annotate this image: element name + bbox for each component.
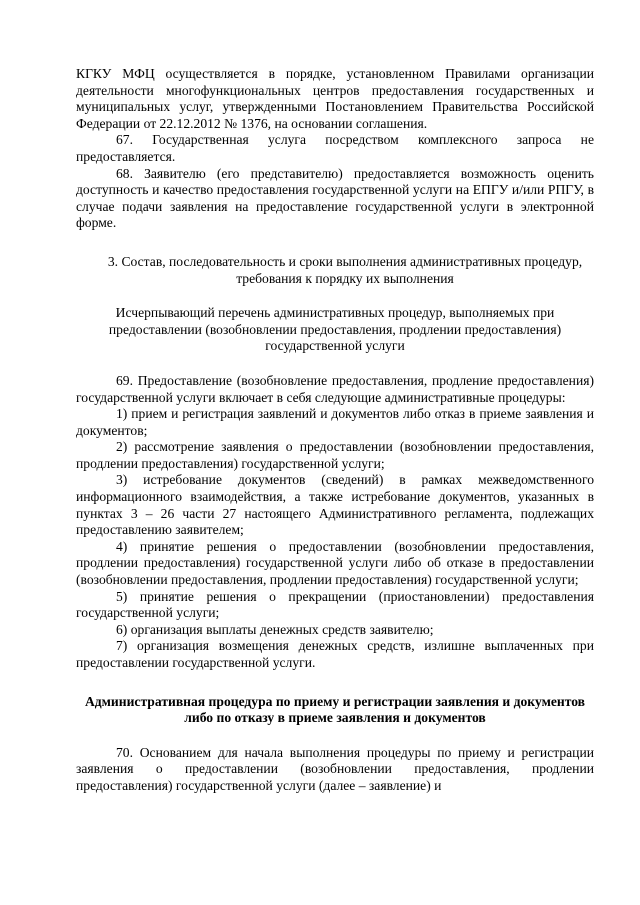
procedure-item-7: 7) организация возмещения денежных средств, излишне выплаченных при предоставлении государственной услуги. <box>76 638 594 670</box>
procedure-item-2: 2) рассмотрение заявления о предоставлении (возобновлении предоставления, продлении предоставления) государственной услуги; <box>76 439 594 471</box>
spacer <box>76 672 594 694</box>
subsection-heading: Исчерпывающий перечень административных процедур, выполняемых при предоставлении (возобновлении предоставления, продлении предоставления) государственной услуги <box>108 305 562 354</box>
spacer <box>76 287 594 305</box>
procedure-item-5: 5) принятие решения о прекращении (приостановлении) предоставления государственной услуги; <box>76 588 594 621</box>
procedure-item-1: 1) прием и регистрация заявлений и документов либо отказ в приеме заявления и документов; <box>76 406 594 438</box>
spacer <box>76 355 594 373</box>
paragraph-continuation: КГКУ МФЦ осуществляется в порядке, установленном Правилами организации деятельности многофункциональных центров предоставления государственных и муниципальных услуг, утвержденными Постановлением Правительства Российской Федерации от 22.12.2012 № 1376, на основании соглашения. <box>76 66 594 131</box>
paragraph-67: 67. Государственная услуга посредством комплексного запроса не предоставляется. <box>76 132 594 164</box>
paragraph-70: 70. Основанием для начала выполнения процедуры по приему и регистрации заявления о предоставлении (возобновлении предоставления, продлении предоставления) государственной услуги (далее – заявление) и <box>76 744 594 793</box>
procedure-item-4: 4) принятие решения о предоставлении (возобновлении предоставления, продлении предоставления) государственной услуги либо об отказе в предоставлении (возобновлении предоставления, продлении предоставления) государственной услуги; <box>76 538 594 588</box>
paragraph-69: 69. Предоставление (возобновление предоставления, продление предоставления) государственной услуги включает в себя следующие административные процедуры: <box>76 372 594 405</box>
bold-heading: Административная процедура по приему и регистрации заявления и документов либо по отказу в приеме заявления и документов <box>84 693 585 726</box>
document-page <box>76 66 594 795</box>
paragraph-68: 68. Заявителю (его представителю) предоставляется возможность оценить доступность и качество предоставления государственной услуги на ЕПГУ и/или РПГУ, в случае подачи заявления на предоставление государственной услуги в электронной форме. <box>76 165 594 231</box>
procedure-item-3: 3) истребование документов (сведений) в рамках межведомственного информационного взаимодействия, а также истребование документов, указанных в пунктах 3 – 26 части 27 настоящего Административного регламента, подлежащих предоставлению заявителем; <box>76 472 594 538</box>
procedure-item-6: 6) организация выплаты денежных средств заявителю; <box>116 621 434 637</box>
spacer <box>76 727 594 745</box>
spacer <box>76 232 594 254</box>
section-heading: 3. Состав, последовательность и сроки выполнения административных процедур, требования к порядку их выполнения <box>107 253 583 286</box>
